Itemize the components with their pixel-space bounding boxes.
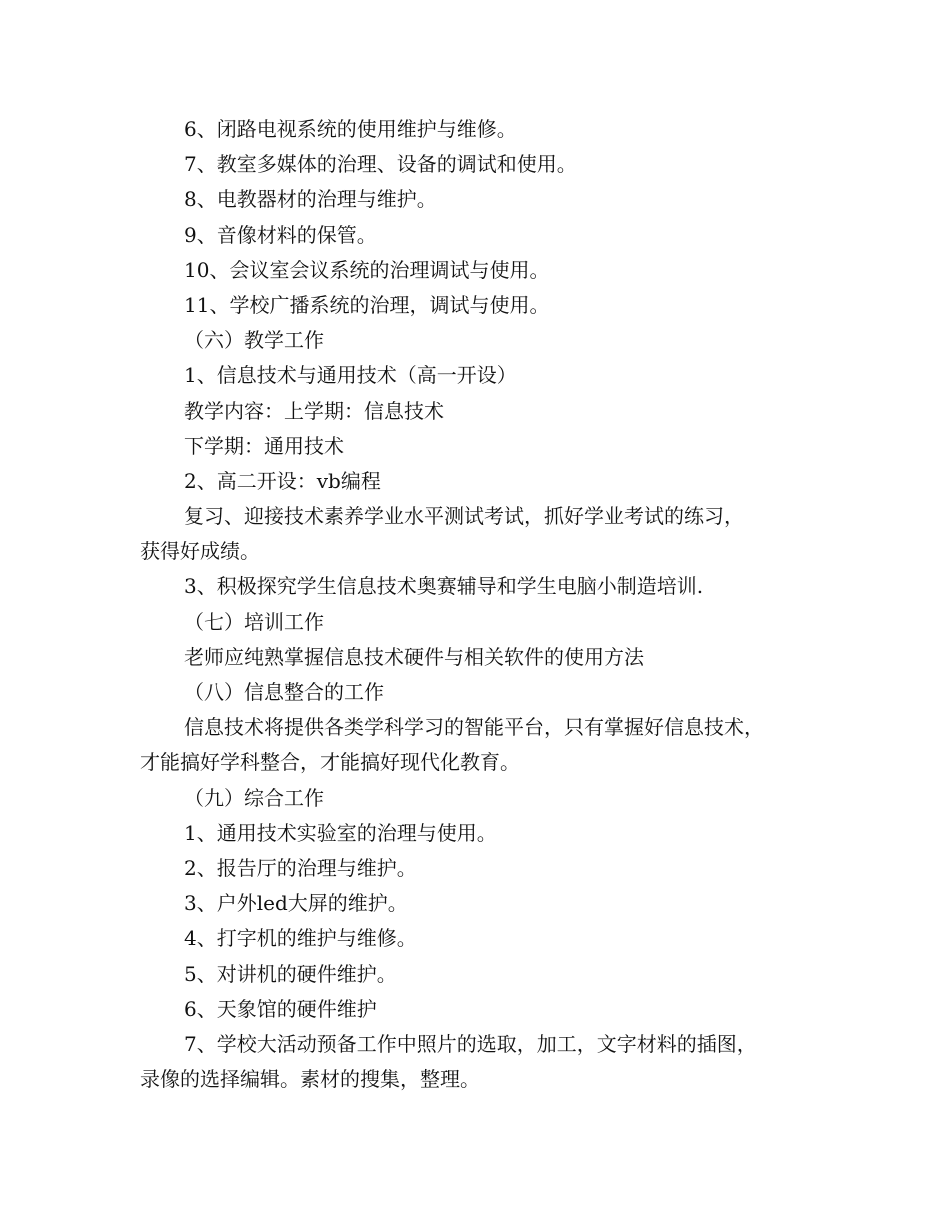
- paragraph-line: 3、积极探究学生信息技术奥赛辅导和学生电脑小制造培训.: [184, 574, 704, 599]
- paragraph-line: 7、学校大活动预备工作中照片的选取，加工，文字材料的插图，: [184, 1031, 757, 1056]
- paragraph-line: 9、音像材料的保管。: [184, 222, 377, 247]
- paragraph-line: 录像的选择编辑。素材的搜集，整理。: [140, 1067, 480, 1092]
- paragraph-line: 1、信息技术与通用技术（高一开设）: [184, 363, 517, 388]
- paragraph-line: 老师应纯熟掌握信息技术硬件与相关软件的使用方法: [184, 644, 644, 669]
- document-body: [140, 112, 840, 1097]
- paragraph-line: 2、报告厅的治理与维护。: [184, 855, 417, 880]
- paragraph-line: 10、会议室会议系统的治理调试与使用。: [184, 257, 550, 282]
- paragraph-line: 7、教室多媒体的治理、设备的调试和使用。: [184, 152, 577, 177]
- paragraph-line: 4、打字机的维护与维修。: [184, 926, 417, 951]
- paragraph-line: 才能搞好学科整合，才能搞好现代化教育。: [140, 750, 520, 775]
- paragraph-line: 3、户外led大屏的维护。: [184, 891, 408, 916]
- paragraph-line: 6、闭路电视系统的使用维护与维修。: [184, 117, 517, 141]
- paragraph-line: 信息技术将提供各类学科学习的智能平台，只有掌握好信息技术，: [184, 715, 764, 740]
- paragraph-line: （六）教学工作: [184, 328, 324, 353]
- paragraph-line: 复习、迎接技术素养学业水平测试考试，抓好学业考试的练习，: [184, 504, 744, 529]
- paragraph-line: 2、高二开设：vb编程: [184, 468, 381, 493]
- paragraph-line: 5、对讲机的硬件维护。: [184, 961, 397, 986]
- paragraph-line: 下学期：通用技术: [184, 433, 344, 458]
- paragraph-line: 11、学校广播系统的治理，调试与使用。: [184, 292, 550, 317]
- paragraph-line: 获得好成绩。: [140, 539, 260, 564]
- paragraph-line: 8、电教器材的治理与维护。: [184, 187, 437, 212]
- paragraph-line: （八）信息整合的工作: [184, 680, 384, 704]
- paragraph-line: （九）综合工作: [184, 785, 324, 810]
- paragraph-line: 6、天象馆的硬件维护: [184, 996, 377, 1021]
- paragraph-line: 1、通用技术实验室的治理与使用。: [184, 820, 497, 845]
- paragraph-line: （七）培训工作: [184, 609, 324, 634]
- paragraph-line: 教学内容：上学期：信息技术: [184, 398, 444, 423]
